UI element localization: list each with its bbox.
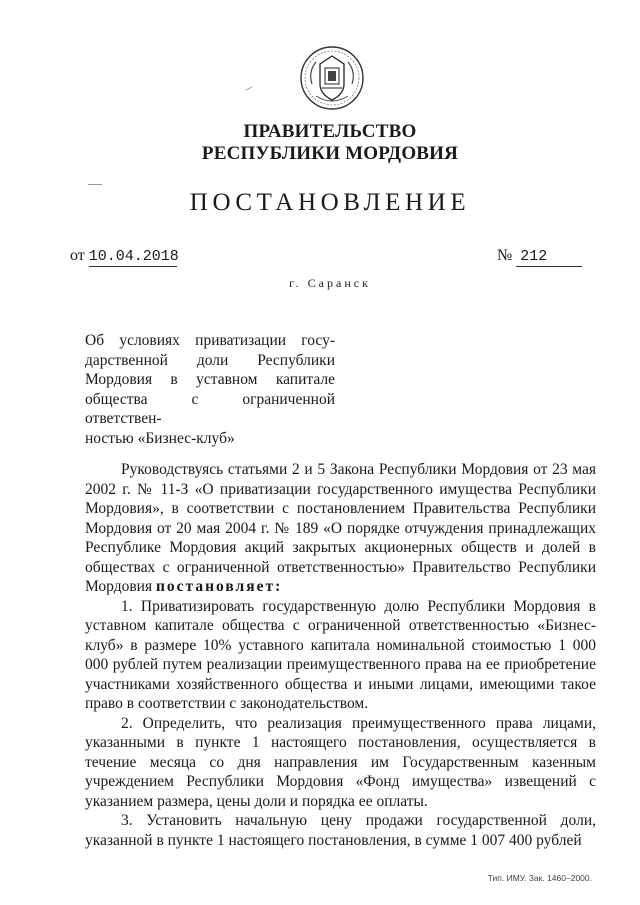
government-name-line-2: РЕСПУБЛИКИ МОРДОВИЯ (201, 143, 459, 164)
subject-line: дарственной доли Республики (85, 351, 335, 369)
document-subject (85, 331, 335, 448)
subject-line: ностью «Бизнес-клуб» (85, 429, 235, 447)
subject-line: Мордовия в уставном капитале (85, 371, 335, 388)
subject-line: Об условиях приватизации госу- (85, 332, 335, 349)
date-prefix: от (70, 247, 85, 264)
preamble-text: Руководствуясь статьями 2 и 5 Закона Республики Мордовия от 23 мая 2002 г. № 11-З «О приватизации государственного имущества Республики Мордовия», в соответствии с постановлением Правительства Республики Мордовия от 20 мая 2004 г. № 189 «О порядке отчуждения принадлежащих Республике Мордовия акций закрытых акционерных обществ и долей в обществах с ограниченной ответственностью» Правительство Республики Мордовия (85, 461, 596, 595)
document-date: 10.04.2018 (88, 248, 179, 265)
preamble-paragraph (85, 460, 596, 597)
document-body (85, 460, 596, 850)
city-name: г. Саранск (289, 276, 371, 290)
scan-mark (245, 86, 252, 91)
document-number-line (497, 247, 582, 267)
subject-line: общества с ограниченной ответствен- (85, 390, 335, 427)
coat-of-arms-emblem (298, 44, 366, 112)
document-number: 212 (516, 248, 582, 267)
number-prefix: № (497, 247, 513, 264)
document-date-line (70, 247, 177, 267)
body-paragraph: 2. Определить, что реализация преимущественного права лицами, указанными в пункте 1 настоящего постановления, осуществляется в течение месяца со дня направления им Государственным казенным учреждением Республики Мордовия «Фонд имущества» извещений с указанием размера, цены доли и порядка ее оплаты. (85, 714, 596, 810)
scan-mark (88, 184, 102, 185)
decree-word: постановляет: (155, 578, 283, 595)
document-type-title: ПОСТАНОВЛЕНИЕ (189, 189, 471, 216)
government-name-line-1: ПРАВИТЕЛЬСТВО (243, 121, 417, 142)
print-info-footer: Тип. ИМУ. Зак. 1460–2000. (487, 873, 592, 883)
body-paragraph: 1. Приватизировать государственную долю Республики Мордовия в уставном капитале общества с ограниченной ответственностью «Бизнес-клуб» в размере 10% уставного капитала номинальной стоимостью 1 000 000 рублей путем реализации преимущественного права на ее приобретение участниками хозяйственного общества и иными лицами, имеющими такое право в соответствии с законодательством. (85, 597, 596, 712)
body-paragraph: 3. Установить начальную цену продажи государственной доли, указанной в пункте 1 настоящего постановления, в сумме 1 007 400 рублей (85, 812, 596, 849)
